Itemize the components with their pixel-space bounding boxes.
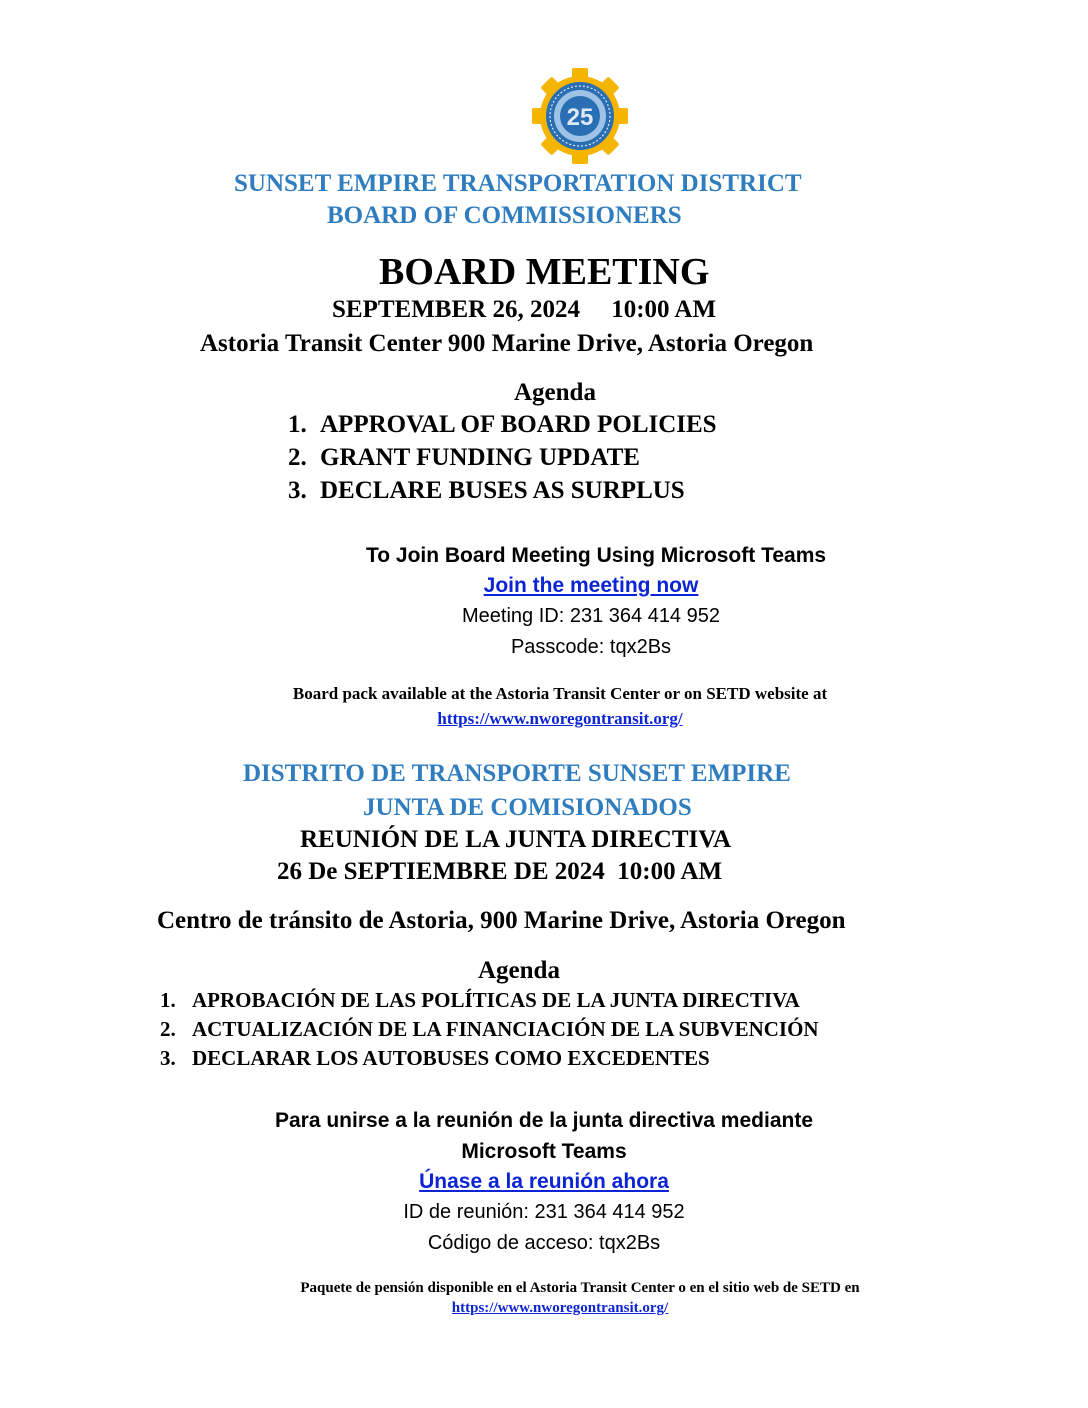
agenda-item-text: APROBACIÓN DE LAS POLÍTICAS DE LA JUNTA DIRECTIVA <box>192 988 800 1012</box>
meeting-id-es: ID de reunión: 231 364 414 952 <box>403 1201 685 1223</box>
seal-logo-graphic <box>532 68 628 164</box>
meeting-title-es: REUNIÓN DE LA JUNTA DIRECTIVA <box>300 826 732 853</box>
agenda-item-text: APPROVAL OF BOARD POLICIES <box>320 411 717 438</box>
board-name-es: JUNTA DE COMISIONADOS <box>363 794 692 821</box>
website-link[interactable]: https://www.nworegontransit.org/ <box>437 709 683 728</box>
agenda-item-number: 2. <box>160 1017 176 1041</box>
meeting-title: BOARD MEETING <box>379 251 710 293</box>
meeting-location: Astoria Transit Center 900 Marine Drive, Astoria Oregon <box>200 330 814 357</box>
join-meeting-link[interactable]: Join the meeting now <box>483 574 699 597</box>
org-name-es: DISTRITO DE TRANSPORTE SUNSET EMPIRE <box>243 760 791 787</box>
agenda-item-es <box>160 1017 819 1042</box>
board-pack-note-es: Paquete de pensión disponible en el Astoria Transit Center o en el sitio web de SETD en <box>300 1280 860 1296</box>
agenda-heading-es: Agenda <box>478 957 560 984</box>
agenda-item-number: 1. <box>160 988 176 1012</box>
meeting-date-time: SEPTEMBER 26, 2024 10:00 AM <box>332 296 717 323</box>
website-link-es[interactable]: https://www.nworegontransit.org/ <box>451 1300 669 1316</box>
agenda-item-number: 1. <box>288 411 307 438</box>
agenda-item <box>288 444 640 472</box>
agenda-item-text: DECLARAR LOS AUTOBUSES COMO EXCEDENTES <box>192 1046 710 1070</box>
meeting-id: Meeting ID: 231 364 414 952 <box>462 605 720 627</box>
teams-heading-es-line2: Microsoft Teams <box>461 1140 627 1163</box>
board-pack-note: Board pack available at the Astoria Transit Center or on SETD website at <box>292 684 828 703</box>
agenda-item-text: ACTUALIZACIÓN DE LA FINANCIACIÓN DE LA SUBVENCIÓN <box>192 1017 819 1041</box>
logo-number: 25 <box>566 104 594 131</box>
agenda-item-es <box>160 988 800 1013</box>
agenda-item-es <box>160 1046 710 1071</box>
teams-heading: To Join Board Meeting Using Microsoft Teams <box>365 544 827 567</box>
board-name: BOARD OF COMMISSIONERS <box>327 202 682 229</box>
agenda-item <box>288 411 717 439</box>
org-name: SUNSET EMPIRE TRANSPORTATION DISTRICT <box>234 170 802 197</box>
agenda-item-text: DECLARE BUSES AS SURPLUS <box>320 477 685 504</box>
agenda-item-text: GRANT FUNDING UPDATE <box>320 444 640 471</box>
seal-logo <box>532 68 628 164</box>
agenda-item-number: 3. <box>288 477 307 504</box>
teams-heading-es: Para unirse a la reunión de la junta directiva mediante <box>274 1109 813 1132</box>
agenda-item <box>288 477 685 505</box>
agenda-heading: Agenda <box>514 379 596 406</box>
agenda-item-number: 3. <box>160 1046 176 1070</box>
meeting-date-time-es: 26 De SEPTIEMBRE DE 2024 10:00 AM <box>277 858 723 885</box>
join-meeting-link-es[interactable]: Únase a la reunión ahora <box>419 1170 669 1193</box>
meeting-passcode: Passcode: tqx2Bs <box>510 636 672 658</box>
meeting-location-es: Centro de tránsito de Astoria, 900 Marine Drive, Astoria Oregon <box>157 907 846 934</box>
agenda-item-number: 2. <box>288 444 307 471</box>
meeting-passcode-es: Código de acceso: tqx2Bs <box>427 1232 661 1254</box>
